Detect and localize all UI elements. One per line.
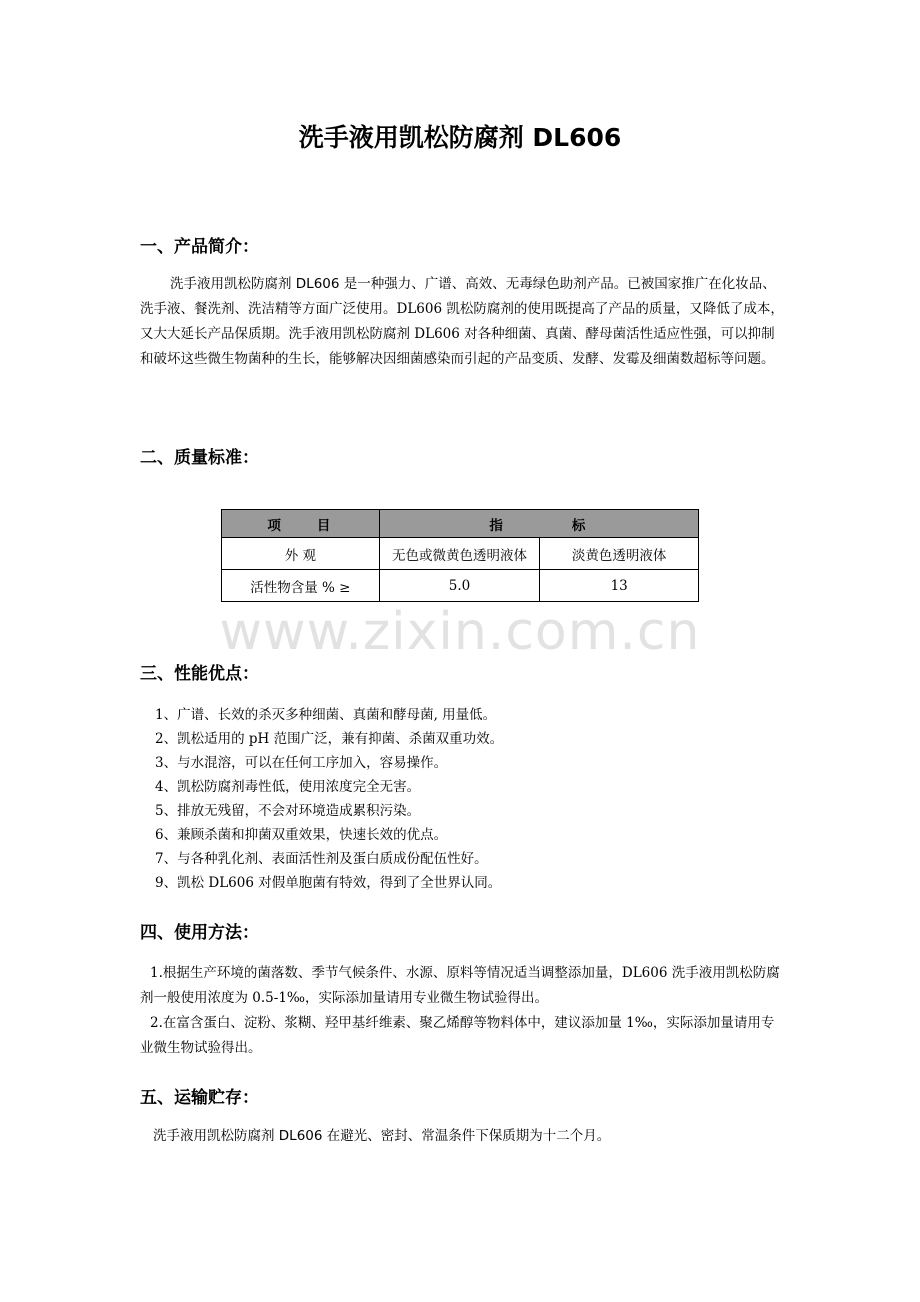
page-title: 洗手液用凯松防腐剂 DL606	[298, 123, 622, 152]
table-cell: 5.0	[379, 570, 540, 602]
list-item: 2、凯松适用的 pH 范围广泛，兼有抑菌、杀菌双重功效。	[155, 731, 504, 747]
section-heading-usage: 四、使用方法：	[140, 923, 259, 943]
table-header-index: 指 标	[379, 510, 698, 538]
list-item: 6、兼顾杀菌和抑菌双重效果，快速长效的优点。	[155, 827, 448, 843]
table-header-row	[222, 510, 699, 538]
quality-table	[221, 509, 699, 602]
section-heading-storage: 五、运输贮存：	[140, 1088, 259, 1108]
table-cell: 外 观	[222, 538, 380, 570]
storage-paragraph	[153, 1124, 798, 1149]
table-row	[222, 538, 699, 570]
section-heading-advantages: 三、性能优点：	[140, 664, 259, 684]
intro-paragraph	[140, 272, 785, 372]
storage-lead: 洗手液用凯松防腐剂 DL606	[153, 1128, 323, 1144]
table-cell: 13	[540, 570, 699, 602]
list-item: 3、与水混溶，可以在任何工序加入，容易操作。	[155, 755, 448, 771]
table-cell: 无色或微黄色透明液体	[379, 538, 540, 570]
list-item: 1、广谱、长效的杀灭多种细菌、真菌和酵母菌, 用量低。	[155, 707, 497, 723]
list-item: 5、排放无残留，不会对环境造成累积污染。	[155, 803, 421, 819]
table-cell: 活性物含量 % ≥	[222, 570, 380, 602]
advantages-list	[155, 703, 503, 895]
table-cell: 淡黄色透明液体	[540, 538, 699, 570]
section-heading-intro: 一、产品简介：	[140, 237, 259, 257]
usage-block	[140, 961, 785, 1061]
section-heading-quality: 二、质量标准：	[140, 448, 259, 468]
intro-text: 是一种强力、广谱、高效、无毒绿色助剂产品。已被国家推广在化妆品、洗手液、餐洗剂、洗洁精等方面广泛使用。DL606 凯松防腐剂的使用既提高了产品的质量，又降低了成本，又大大延长产品保质期。洗手液用凯松防腐剂 DL606 对各种细菌、真菌、酵母菌活性适应性强，可以抑制和破坏这些微生物菌种的生长，能够解决因细菌感染而引起的产品变质、发酵、发霉及细菌数超标等问题。	[140, 276, 784, 367]
watermark: www.zixin.com.cn	[219, 602, 701, 662]
intro-lead: 洗手液用凯松防腐剂 DL606	[170, 276, 340, 292]
list-item: 4、凯松防腐剂毒性低，使用浓度完全无害。	[155, 779, 421, 795]
table-header-item: 项 目	[222, 510, 380, 538]
usage-item-2: 2.在富含蛋白、淀粉、浆糊、羟甲基纤维素、聚乙烯醇等物料体中，建议添加量 1‰，实际添加量请用专业微生物试验得出。	[140, 1015, 775, 1056]
list-item: 9、凯松 DL606 对假单胞菌有特效，得到了全世界认同。	[155, 875, 502, 891]
table-row	[222, 570, 699, 602]
usage-item-1: 1.根据生产环境的菌落数、季节气候条件、水源、原料等情况适当调整添加量，DL606 洗手液用凯松防腐剂一般使用浓度为 0.5-1‰，实际添加量请用专业微生物试验得出。	[140, 965, 780, 1006]
storage-text: 在避光、密封、常温条件下保质期为十二个月。	[322, 1128, 611, 1144]
list-item: 7、与各种乳化剂、表面活性剂及蛋白质成份配伍性好。	[155, 851, 488, 867]
